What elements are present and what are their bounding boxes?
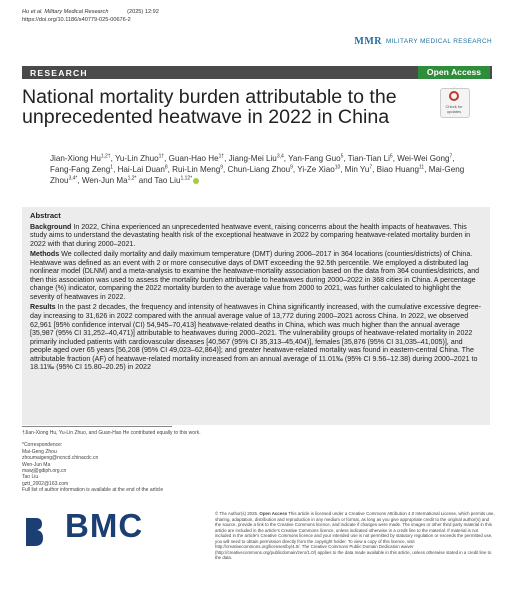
correspondence-lines [22,449,202,494]
author-affiliation: 8 [164,164,168,171]
orcid-icon[interactable] [193,178,199,184]
author-name[interactable]: Yu-Lin Zhuo$^{1\dagger}$ [114,153,165,163]
author-affiliation: 5 [340,153,344,160]
open-access-badge: Open Access [418,66,490,79]
bmc-logo-icon [22,512,62,550]
author-affiliation: 1,2† [100,153,111,160]
author-affiliation: 10 [334,164,341,171]
author-name[interactable]: Min Yu$^7$ [344,164,373,174]
journal-brand [354,36,492,47]
methods-text: We collected daily mortality and daily maximum temperature (DMT) during 2006–2017 in 364 locations (counties/districts) of China. Heatwave was defined as an event with 2 or more consecutive days of DMT exceeding the 92.5th percentile. We employed a distributed lag nonlinear model (DLNM) and a meta-analysis to examine the heatwave-mortality association based on the data from 364 counties/districts, and then this association was used to assess the mortality burden attributable to heatwaves during 2000–2022 in 368 cities in China. A percentage change (%) indicator, comparing the 2022 mortality burden to the average value from 2000 to 2021, was further calculated to highlight the severity of heatwaves in 2022. [30,250,480,301]
author-name[interactable]: Fang-Fang Zeng$^1$ [50,164,114,174]
footnotes [22,430,202,494]
author-affiliation: 1,2* [127,175,137,182]
author-affiliation: 11 [418,164,425,171]
abstract [30,212,484,374]
correspondence-line[interactable]: zhoumaigeng@ncncd.chinacdc.cn [22,455,99,462]
background-label: Background [30,222,72,231]
journal-logo: MMR [354,36,382,47]
check-updates-label: Check for updates [445,104,463,114]
citation-volume: (2025) 12:92 [127,9,159,15]
doi-link[interactable]: https://doi.org/10.1186/s40779-025-00676-2 [22,17,131,23]
abstract-heading: Abstract [30,211,61,220]
author-affiliation: 7 [369,164,373,171]
author-affiliation: 6 [389,153,393,160]
article-title: National mortality burden attributable to the unprecedented heatwave in 2022 in China [22,86,397,128]
methods-label: Methods [30,250,60,259]
citation-journal: Military Medical Research [44,9,109,15]
author-affiliation: 9 [220,164,224,171]
author-name[interactable]: Yi-Ze Xiao$^{10}$ [297,164,341,174]
license-text [215,511,495,561]
author-affiliation: 3,4* [68,175,78,182]
author-affiliation: 1 [110,164,114,171]
license-body: This article is licensed under a Creative Commons Attribution 4.0 International License, which permits use, sharing, adaptation, distribution and reproduction in any medium or format, as long as you give appropriate credit to the original author(s) and the source, provide a link to the Creative Commons licence, and indicate if changes were made. The images or other third party material in this article are included in the article's Creative Commons licence, unless indicated otherwise in a credit line to the material. If material is not included in the article's Creative Commons licence and your intended use is not permitted by statutory regulation or exceeds the permitted use, you will need to obtain permission directly from the copyright holder. To view a copy of this licence, visit http://creativecommons.org/licenses/by/4.0/. The Creative Commons Public Domain Dedication waiver (http://creativecommons.org/publicdomain/zero/1.0/) applies to the data made available in this article, unless otherwise stated in a credit line to the data. [215,511,495,561]
background-text: In 2022, China experienced an unprecedented heatwave event, raising concerns about the health impacts of heatwaves. This study aims to understand the devastating health risk of the exceptional heatwave in 2022 by comparing heatwave-related mortality burden in 2022 with that during 2000–2021. [30,222,471,248]
citation-authors: Hu et al. [22,9,43,15]
abstract-background [30,223,484,249]
correspondence-line: Tao Liu [22,474,39,481]
author-name[interactable]: Tian-Tian Li$^6$ [347,153,393,163]
footnote-divider [22,426,172,427]
results-text: In the past 2 decades, the frequency and intensity of heatwaves in China significantly increased, with the cumulative excessive degree-day increasing to 31,626 in 2022 compared with the annual average value of 13,772 during 2000–2021 across China. In 2022, we observed 62,961 [95% confidence interval (CI) 54,945–70,413] heatwave-related deaths in China, which was much higher than the annual average [35,987 (95% CI 31,252–40,471)] attributable to heatwaves during 2000–2021. The vulnerability groups of heatwave-related mortality in 2022 primarily included patients with cardiovascular diseases [40,567 (95% CI 35,313–45,404)], females [35,876 (95% CI 31,035–41,005)], and people aged over 65 years [56,208 (95% CI 49,023–62,864)]; and greater heatwave-related mortality was found in eastern-central China. The attributable fraction (AF) of heatwave-related mortality increased from an annual average of 11.01‰ (95% CI 9.56–12.38) during 2000–2021 to 18.11‰ (95% CI 15.80–20.25) in 2022 [30,303,482,372]
author-name[interactable]: Tao Liu$^{1,12*}$ [154,175,193,185]
author-name[interactable]: Yan-Fang Guo$^5$ [288,153,344,163]
license-lead: © The Author(s) 2025. [215,511,259,516]
author-name[interactable]: Rui-Lin Meng$^9$ [172,164,224,174]
author-affiliation: 1,12* [180,175,193,182]
author-and: and [136,176,155,185]
publisher-logo: BMC [65,507,144,544]
author-name[interactable]: Jiang-Mei Liu$^{3,4}$ [228,153,284,163]
author-name[interactable]: Chun-Liang Zhou$^9$ [227,164,293,174]
author-name[interactable]: Wei-Wei Gong$^7$ [397,153,453,163]
results-label: Results [30,303,56,312]
abstract-results [30,303,484,371]
author-name[interactable]: Mai-Geng Zhou$^{3,4*}$ [50,165,465,185]
correspondence-line: Mai-Geng Zhou [22,448,57,455]
equal-contribution-note: †Jian-Xiong Hu, Yu-Lin Zhuo, and Guan-Hao He contributed equally to this work. [22,430,201,436]
correspondence-label: *Correspondence: [22,442,63,449]
author-name[interactable]: Guan-Hao $He^{1\dagger}$ [168,153,225,163]
journal-name: MILITARY MEDICAL RESEARCH [386,38,492,45]
author-affiliation: 1† [158,153,165,160]
section-label: RESEARCH [30,67,88,78]
author-affiliation: 1† [218,153,225,160]
license-open-access: Open Access [259,511,288,516]
correspondence-line: Full list of author information is available at the end of the article [22,487,164,494]
author-list: Jian-Xiong $Hu^{1,2\dagger}$, Yu-Lin Zhuo$^{1\dagger}$, Guan-Hao $He^{1\dagger}$, Jiang-Mei Liu$^{3,4}$, Yan-Fang Guo$^5$, Tian-Tian Li$^6$, Wei-Wei Gong$^7$, Fang-Fang Zeng$^1$, Hai-Lai Duan$^8$, Rui-Lin Meng$^9$, Chun-Liang Zhou$^9$, Yi-Ze Xiao$^{10}$, Min Yu$^7$, Biao Huang$^{11}$, Mai-Geng Zhou$^{3,4*}$, Wen-Jun $Ma^{1,2*}$ and Tao Liu$^{1,12*}$ [50,153,465,185]
running-header [22,8,159,24]
author-name[interactable]: Hai-Lai Duan$^8$ [117,164,168,174]
citation-line [22,8,159,16]
author-name[interactable]: Jian-Xiong $Hu^{1,2\dagger}$ [50,153,111,163]
author-name[interactable]: Wen-Jun $Ma^{1,2*}$ [81,175,137,185]
abstract-methods [30,250,484,301]
author-name[interactable]: Biao Huang$^{11}$ [376,164,425,174]
author-affiliation: 3,4 [276,153,284,160]
correspondence-line[interactable]: gztt_2002@163.com [22,480,69,487]
author-affiliation: 7 [449,153,453,160]
check-updates-icon [449,91,459,101]
correspondence-line: Wen-Jun Ma [22,461,51,468]
correspondence-line[interactable]: mawj@gdiph.org.cn [22,468,67,475]
author-affiliation: 9 [290,164,293,171]
